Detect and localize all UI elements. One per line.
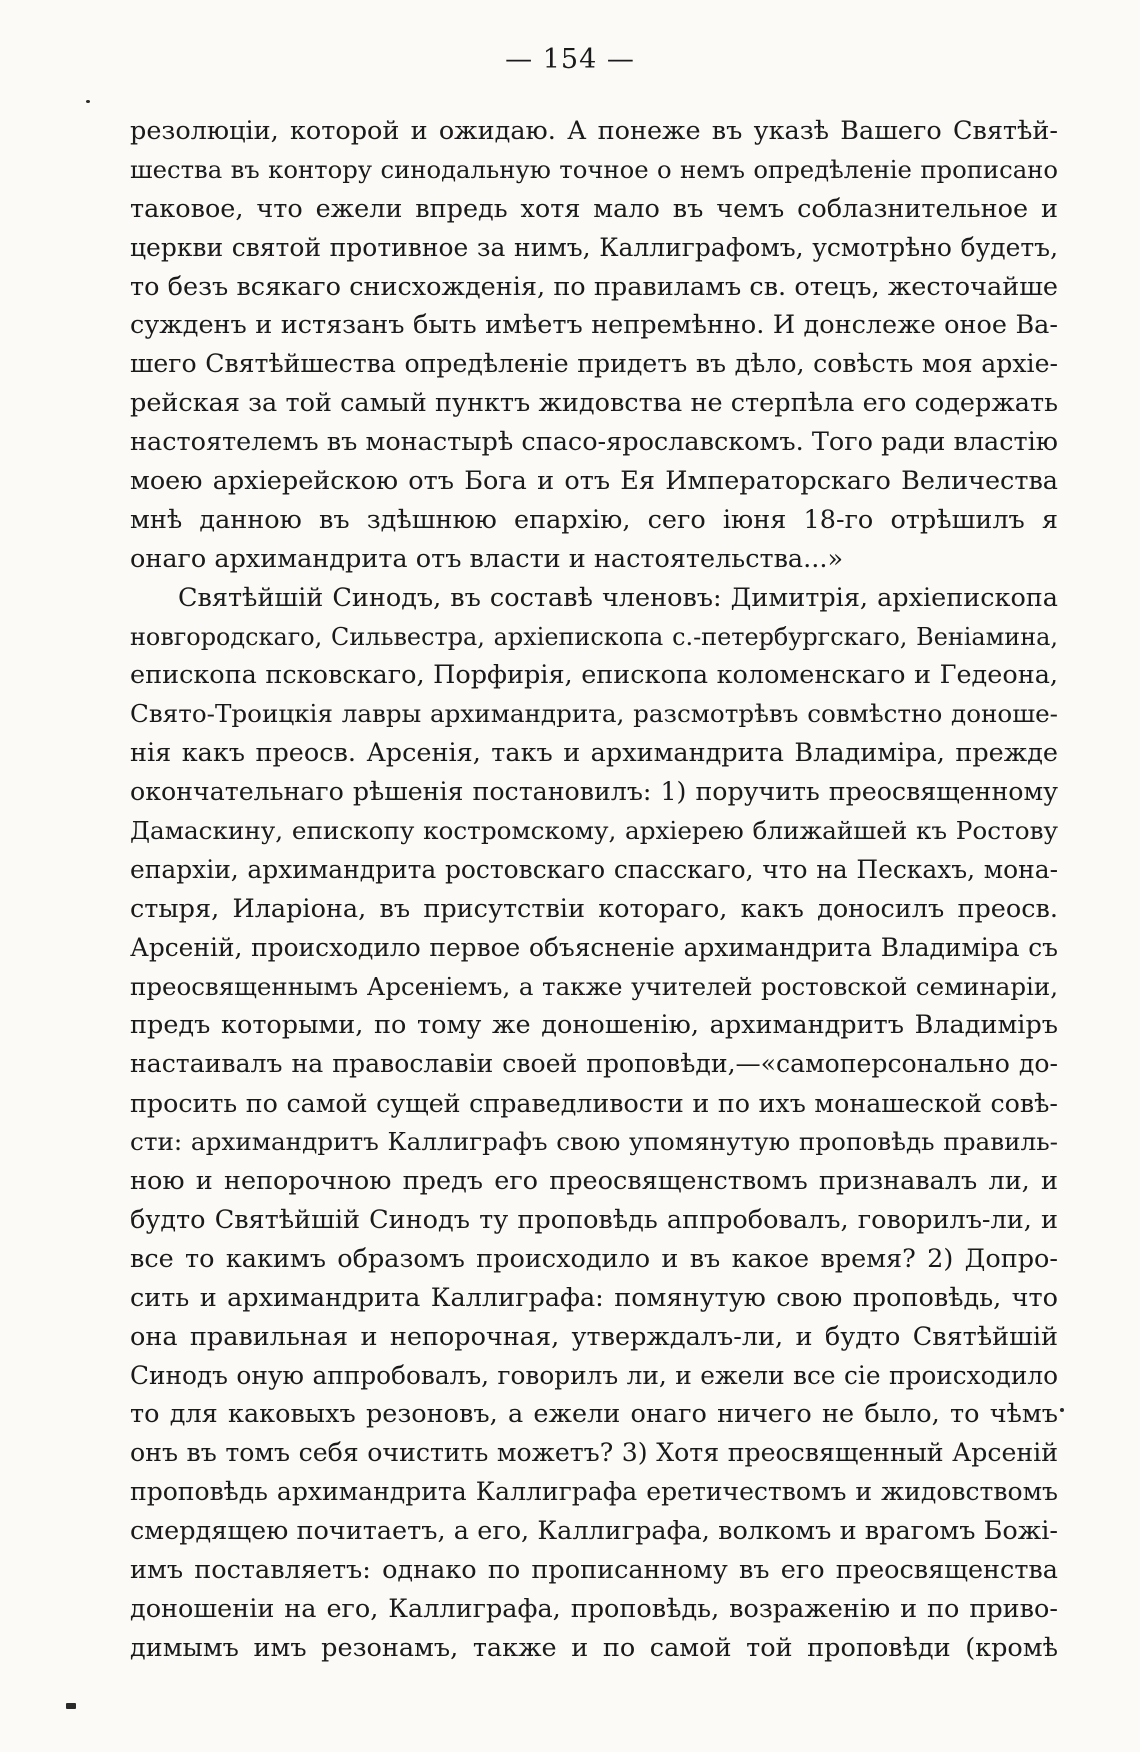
text-line: проповѣдь архимандрита Каллиграфа еретичествомъ и жидовствомъ (130, 1477, 1058, 1507)
text-line: преосвященнымъ Арсеніемъ, а также учителей ростовской семинаріи, (130, 971, 1058, 1001)
page-number: — 154 — (505, 44, 635, 75)
text-line: сти: архимандритъ Каллиграфъ свою упомянутую проповѣдь правиль- (130, 1127, 1058, 1157)
text-line: Дамаскину, епископу костромскому, архіерею ближайшей къ Ростову (130, 816, 1058, 846)
text-line: то для каковыхъ резоновъ, а ежели онаго ничего не было, то чѣмъ (130, 1399, 1058, 1430)
scan-speck (86, 100, 90, 103)
text-line: епархіи, архимандрита ростовскаго спасскаго, что на Пескахъ, мона- (130, 854, 1058, 884)
scan-speck (66, 1703, 76, 1709)
body-text (130, 112, 1058, 1668)
text-line: резолюціи, которой и ожидаю. А понеже въ указѣ Вашего Святѣй- (130, 116, 1058, 146)
text-line: онъ въ томъ себя очистить можетъ? 3) Хотя преосвященный Арсеній (130, 1438, 1058, 1468)
text-line: смердящею почитаетъ, а его, Каллиграфа, волкомъ и врагомъ Божі- (130, 1516, 1058, 1547)
text-line: рейская за той самый пунктъ жидовства не стерпѣла его содержать (130, 388, 1058, 419)
text-line: димымъ имъ резонамъ, также и по самой той проповѣди (кромѣ (130, 1632, 1058, 1663)
text-line: настоятелемъ въ монастырѣ спасо-ярославскомъ. Того ради властію (130, 427, 1058, 458)
scan-speck (1060, 1408, 1064, 1412)
text-line: она правильная и непорочная, утверждалъ-ли, и будто Святѣйшій (130, 1321, 1058, 1352)
text-line: просить по самой сущей справедливости и по ихъ монашеской совѣ- (130, 1088, 1058, 1119)
text-line: мнѣ данною въ здѣшнюю епархію, сего іюня 18-го отрѣшилъ я (130, 504, 1058, 535)
text-line: новгородскаго, Сильвестра, архіепископа с.-петербургскаго, Веніамина, (130, 622, 1058, 651)
text-line: церкви святой противное за нимъ, Каллиграфомъ, усмотрѣно будетъ, (130, 232, 1058, 262)
text-line: Арсеній, происходило первое объясненіе архимандрита Владиміра съ (130, 932, 1058, 962)
text-line: сить и архимандрита Каллиграфа: помянутую свою проповѣдь, что (130, 1282, 1058, 1313)
text-line: то безъ всякаго снисхожденія, по правиламъ св. отецъ, жесточайше (130, 271, 1058, 302)
text-line: доношеніи на его, Каллиграфа, проповѣдь, возраженію и по приво- (130, 1593, 1058, 1624)
text-line: таковое, что ежели впредь хотя мало въ чемъ соблазнительное и (130, 193, 1058, 224)
text-line: сужденъ и истязанъ быть имѣетъ непремѣнно. И донслеже оное Ва- (130, 310, 1058, 341)
text-line: стыря, Иларіона, въ присутствіи котораго, какъ доносилъ преосв. (130, 893, 1058, 924)
text-line: моею архіерейскою отъ Бога и отъ Ея Императорскаго Величества (130, 466, 1058, 497)
text-line: Синодъ оную аппробовалъ, говорилъ ли, и ежели все сіе происходило (130, 1360, 1058, 1390)
text-line: настаивалъ на православіи своей проповѣди,—«самоперсонально до- (130, 1049, 1058, 1079)
text-line: ною и непорочною предъ его преосвященствомъ признавалъ ли, и (130, 1166, 1058, 1197)
text-line: будто Святѣйшій Синодъ ту проповѣдь аппробовалъ, говорилъ-ли, и (130, 1204, 1058, 1235)
paragraph-start-line: Святѣйшій Синодъ, въ составѣ членовъ: Димитрія, архіепископа (178, 582, 1058, 613)
text-line: епископа псковскаго, Порфирія, епископа коломенскаго и Гедеона, (130, 660, 1058, 691)
text-line: окончательнаго рѣшенія постановилъ: 1) поручить преосвященному (130, 777, 1058, 807)
text-line: имъ поставляетъ: однако по прописанному въ его преосвященства (130, 1554, 1058, 1585)
text-line: Свято-Троицкія лавры архимандрита, разсмотрѣвъ совмѣстно доноше- (130, 699, 1058, 729)
text-line: шества въ контору синодальную точное о немъ опредѣленіе прописано (130, 154, 1058, 184)
text-line: все то какимъ образомъ происходило и въ какое время? 2) Допро- (130, 1243, 1058, 1274)
text-line: нія какъ преосв. Арсенія, такъ и архимандрита Владиміра, прежде (130, 738, 1058, 769)
text-line: шего Святѣйшества опредѣленіе придетъ въ дѣло, совѣсть моя архіе- (130, 349, 1058, 379)
text-line: онаго архимандрита отъ власти и настоятельства...» (130, 543, 844, 574)
text-line: предъ которыми, по тому же доношенію, архимандритъ Владиміръ (130, 1010, 1058, 1041)
